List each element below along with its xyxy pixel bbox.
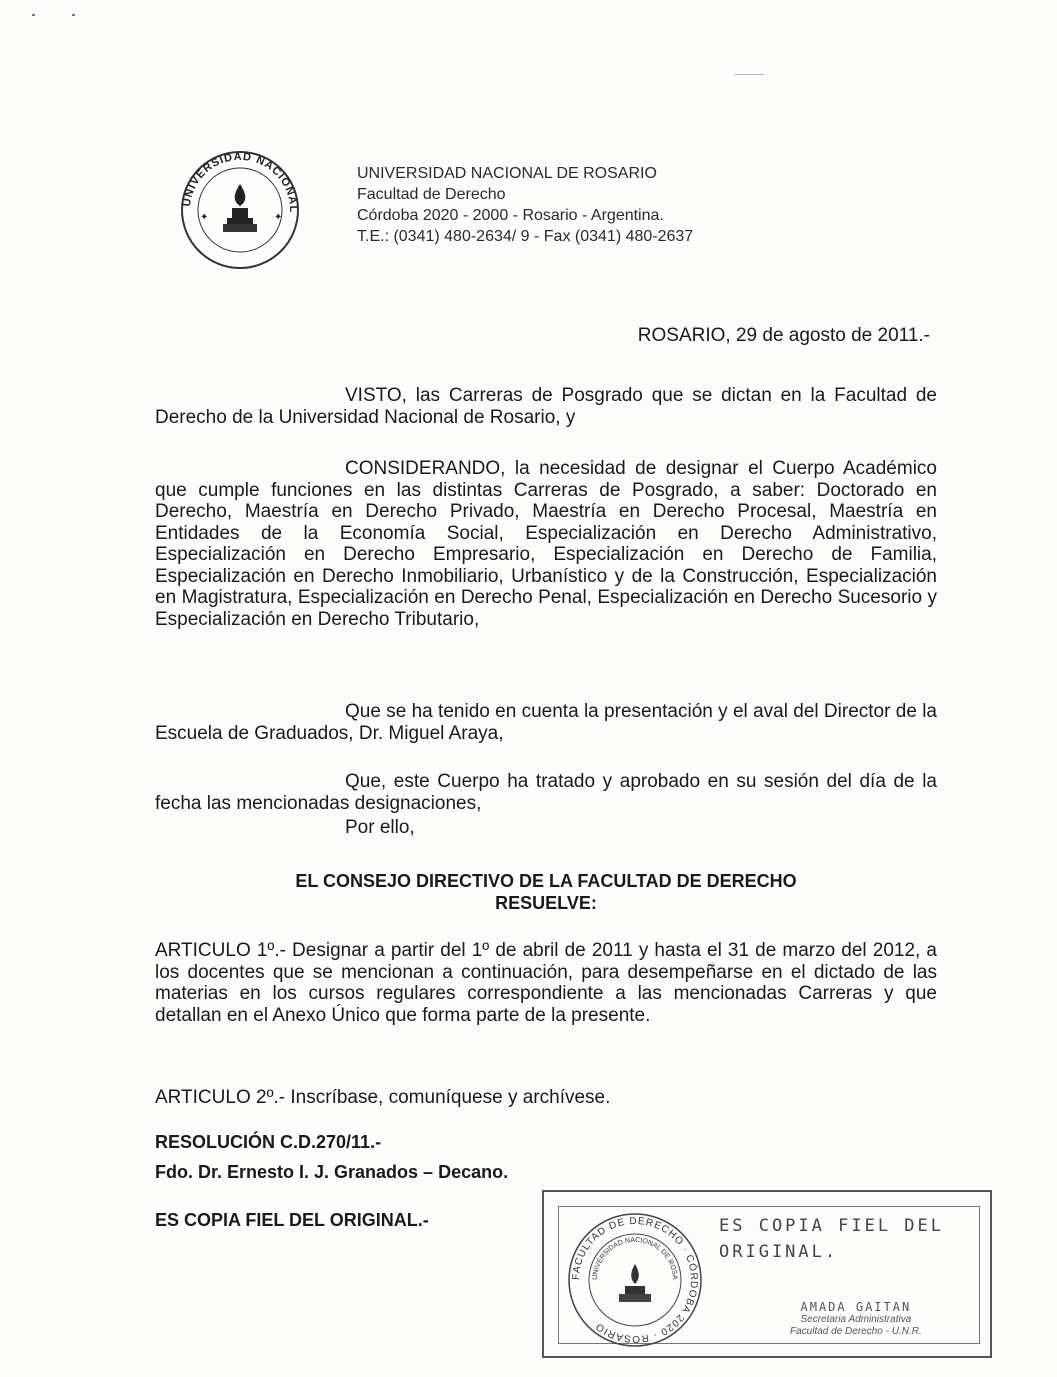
council-heading: EL CONSEJO DIRECTIVO DE LA FACULTAD DE DERECHO bbox=[295, 871, 797, 891]
scan-speck bbox=[72, 14, 75, 16]
que1-text: Que se ha tenido en cuenta la presentación y el aval del Director de la Escuela de Graduados, Dr. Miguel Araya, bbox=[155, 701, 937, 744]
svg-text:✦: ✦ bbox=[200, 212, 209, 223]
stamp-line-2: ORIGINAL. bbox=[719, 1242, 839, 1262]
stamp-signature bbox=[790, 1300, 922, 1338]
scan-speck bbox=[734, 74, 764, 75]
por-ello-text: Por ello, bbox=[345, 817, 415, 838]
stamp-seal-inner-text: UNIVERSIDAD NACIONAL DE ROSA bbox=[591, 1236, 679, 1281]
svg-text:✦: ✦ bbox=[274, 212, 283, 223]
considerando-paragraph bbox=[155, 458, 937, 630]
visto-text: VISTO, las Carreras de Posgrado que se dictan en la Facultad de Derecho de la Universidad Nacional de Rosario, y bbox=[155, 385, 937, 428]
que-paragraph-1 bbox=[155, 701, 937, 744]
letterhead-phone: T.E.: (0341) 480-2634/ 9 - Fax (0341) 480-2637 bbox=[357, 228, 694, 245]
scan-speck bbox=[32, 14, 35, 16]
document-date: ROSARIO, 29 de agosto de 2011.- bbox=[637, 325, 930, 346]
resuelve-heading: RESUELVE: bbox=[495, 893, 597, 913]
articulo-2: ARTICULO 2º.- Inscríbase, comuníquese y archívese. bbox=[155, 1087, 611, 1108]
letterhead-university: UNIVERSIDAD NACIONAL DE ROSARIO bbox=[357, 165, 657, 182]
letterhead-faculty: Facultad de Derecho bbox=[357, 186, 506, 203]
que-paragraph-2 bbox=[155, 771, 937, 814]
stamp-line-1: ES COPIA FIEL DEL bbox=[719, 1216, 944, 1236]
que2-text: Que, este Cuerpo ha tratado y aprobado en su sesión del día de la fecha las mencionadas designaciones, bbox=[155, 771, 937, 814]
stamp-signatory-name: AMADA GAITAN bbox=[800, 1300, 912, 1314]
signature-line: Fdo. Dr. Ernesto I. J. Granados – Decano. bbox=[155, 1162, 509, 1182]
svg-text:UNIVERSIDAD NACIONAL DE ROSARI bbox=[170, 140, 299, 213]
seal-text: UNIVERSIDAD NACIONAL bbox=[180, 150, 300, 214]
copy-statement: ES COPIA FIEL DEL ORIGINAL.- bbox=[155, 1210, 429, 1230]
stamp-signatory-faculty: Facultad de Derecho - U.N.R. bbox=[790, 1326, 922, 1337]
stamp-seal-outer-text: FACULTAD DE DERECHO · CÓRDOBA 2020 · ROSARIO bbox=[570, 1215, 700, 1345]
resolucion-number: RESOLUCIÓN C.D.270/11.- bbox=[155, 1132, 382, 1152]
stamp-signatory-role: Secretaria Administrativa bbox=[800, 1314, 912, 1325]
visto-paragraph bbox=[155, 385, 937, 428]
letterhead-address: Córdoba 2020 - 2000 - Rosario - Argentina. bbox=[357, 207, 664, 224]
considerando-text: CONSIDERANDO, la necesidad de designar el Cuerpo Académico que cumple funciones en las distintas Carreras de Posgrado, a saber: Doctorado en Derecho, Maestría en Derecho Privado, Maestría en Derecho Procesal, Maestría en Entidades de la Economía Social, Especialización en Derecho Administrativo, Especialización en Derecho Empresario, Especialización en Derecho de Familia, Especialización en Derecho Inmobiliario, Urbanístico y de la Construcción, Especialización en Magistratura, Especialización en Derecho Penal, Especialización en Derecho Sucesorio y Especialización en Derecho Tributario, bbox=[155, 458, 937, 630]
university-seal bbox=[170, 140, 310, 270]
letterhead bbox=[357, 163, 693, 247]
faculty-seal bbox=[565, 1210, 705, 1355]
por-ello-paragraph bbox=[155, 817, 937, 839]
stamp-certification-text bbox=[719, 1213, 944, 1265]
articulo-1: ARTICULO 1º.- Designar a partir del 1º de abril de 2011 y hasta el 31 de marzo del 2012, a los docentes que se mencionan a continuación, para desempeñarse en el dictado de las materias en los cursos regulares correspondiente a las mencionadas Carreras y que detallan en el Anexo Único que forma parte de la presente. bbox=[155, 940, 937, 1026]
